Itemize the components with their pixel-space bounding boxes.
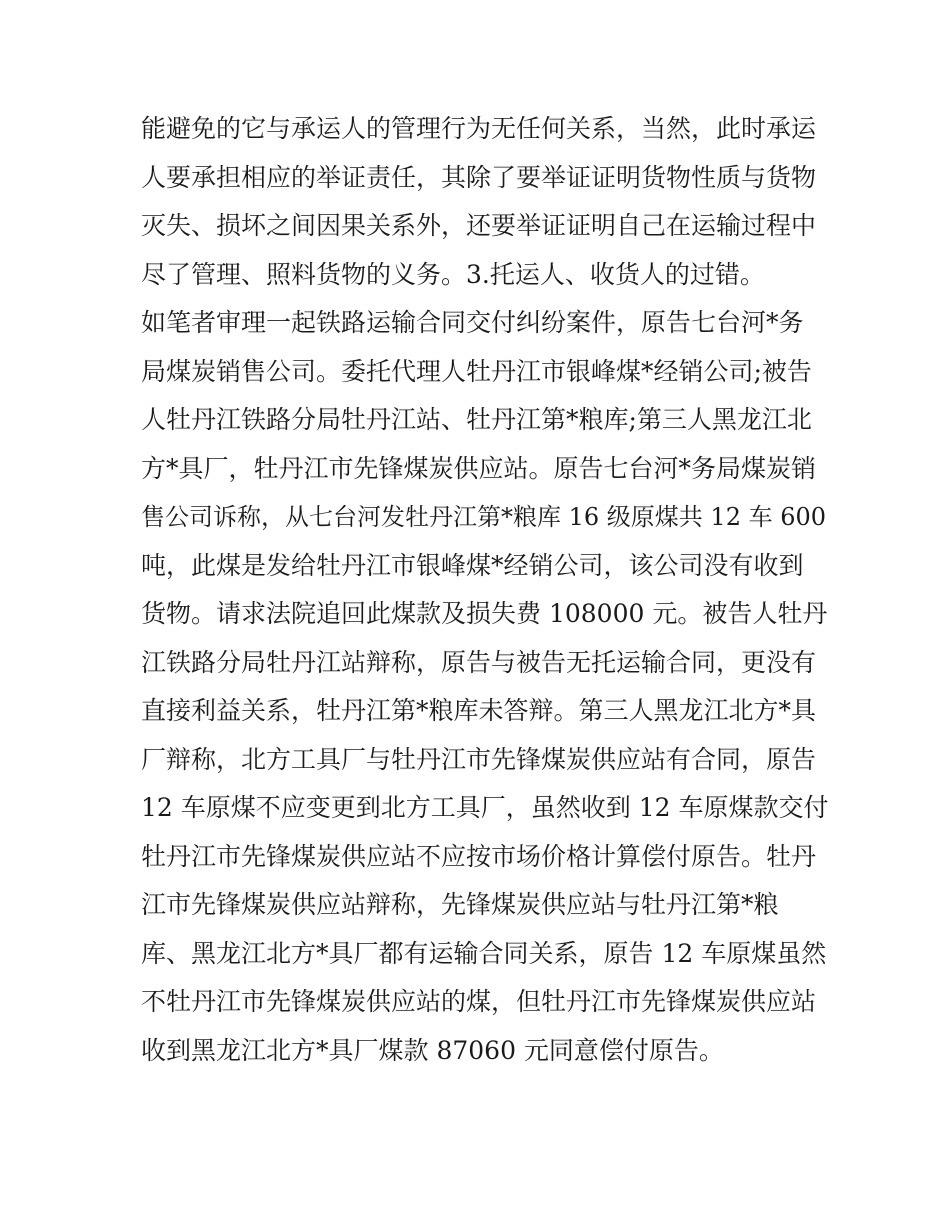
text-line: 能避免的它与承运人的管理行为无任何关系，当然，此时承运 bbox=[141, 114, 817, 143]
text-line: 江市先锋煤炭供应站辩称，先锋煤炭供应站与牡丹江第*粮 bbox=[141, 890, 779, 919]
text-line: 货物。请求法院追回此煤款及损失费 108000 元。被告人牡丹 bbox=[141, 599, 828, 628]
text-line: 收到黑龙江北方*具厂煤款 87060 元同意偿付原告。 bbox=[141, 1035, 724, 1065]
text-line: 直接利益关系，牡丹江第*粮库未答辩。第三人黑龙江北方*具 bbox=[141, 696, 817, 725]
text-line: 尽了管理、照料货物的义务。3.托运人、收货人的过错。 bbox=[141, 259, 765, 289]
text-line: 人牡丹江铁路分局牡丹江站、牡丹江第*粮库;第三人黑龙江北 bbox=[141, 405, 812, 434]
text-line: 江铁路分局牡丹江站辩称，原告与被告无托运输合同，更没有 bbox=[141, 647, 817, 677]
text-line: 方*具厂，牡丹江市先锋煤炭供应站。原告七台河*务局煤炭销 bbox=[141, 453, 817, 483]
text-line: 不牡丹江市先锋煤炭供应站的煤，但牡丹江市先锋煤炭供应站 bbox=[141, 987, 817, 1016]
body-text bbox=[141, 105, 831, 1075]
text-line: 如笔者审理一起铁路运输合同交付纠纷案件，原告七台河*务 bbox=[141, 308, 804, 337]
text-line: 人要承担相应的举证责任，其除了要举证证明货物性质与货物 bbox=[141, 162, 817, 192]
text-line: 局煤炭销售公司。委托代理人牡丹江市银峰煤*经销公司;被告 bbox=[141, 356, 812, 386]
text-line: 厂辩称，北方工具厂与牡丹江市先锋煤炭供应站有合同，原告 bbox=[141, 744, 817, 774]
text-line: 吨，此煤是发给牡丹江市银峰煤*经销公司，该公司没有收到 bbox=[141, 550, 804, 580]
text-line: 灭失、损坏之间因果关系外，还要举证证明自己在运输过程中 bbox=[141, 211, 817, 240]
text-line: 库、黑龙江北方*具厂都有运输合同关系，原告 12 车原煤虽然 bbox=[141, 938, 827, 968]
text-line: 售公司诉称，从七台河发牡丹江第*粮库 16 级原煤共 12 车 600 bbox=[141, 503, 827, 531]
text-line: 12 车原煤不应变更到北方工具厂，虽然收到 12 车原煤款交付 bbox=[141, 793, 829, 822]
text-line: 牡丹江市先锋煤炭供应站不应按市场价格计算偿付原告。牡丹 bbox=[141, 841, 817, 871]
